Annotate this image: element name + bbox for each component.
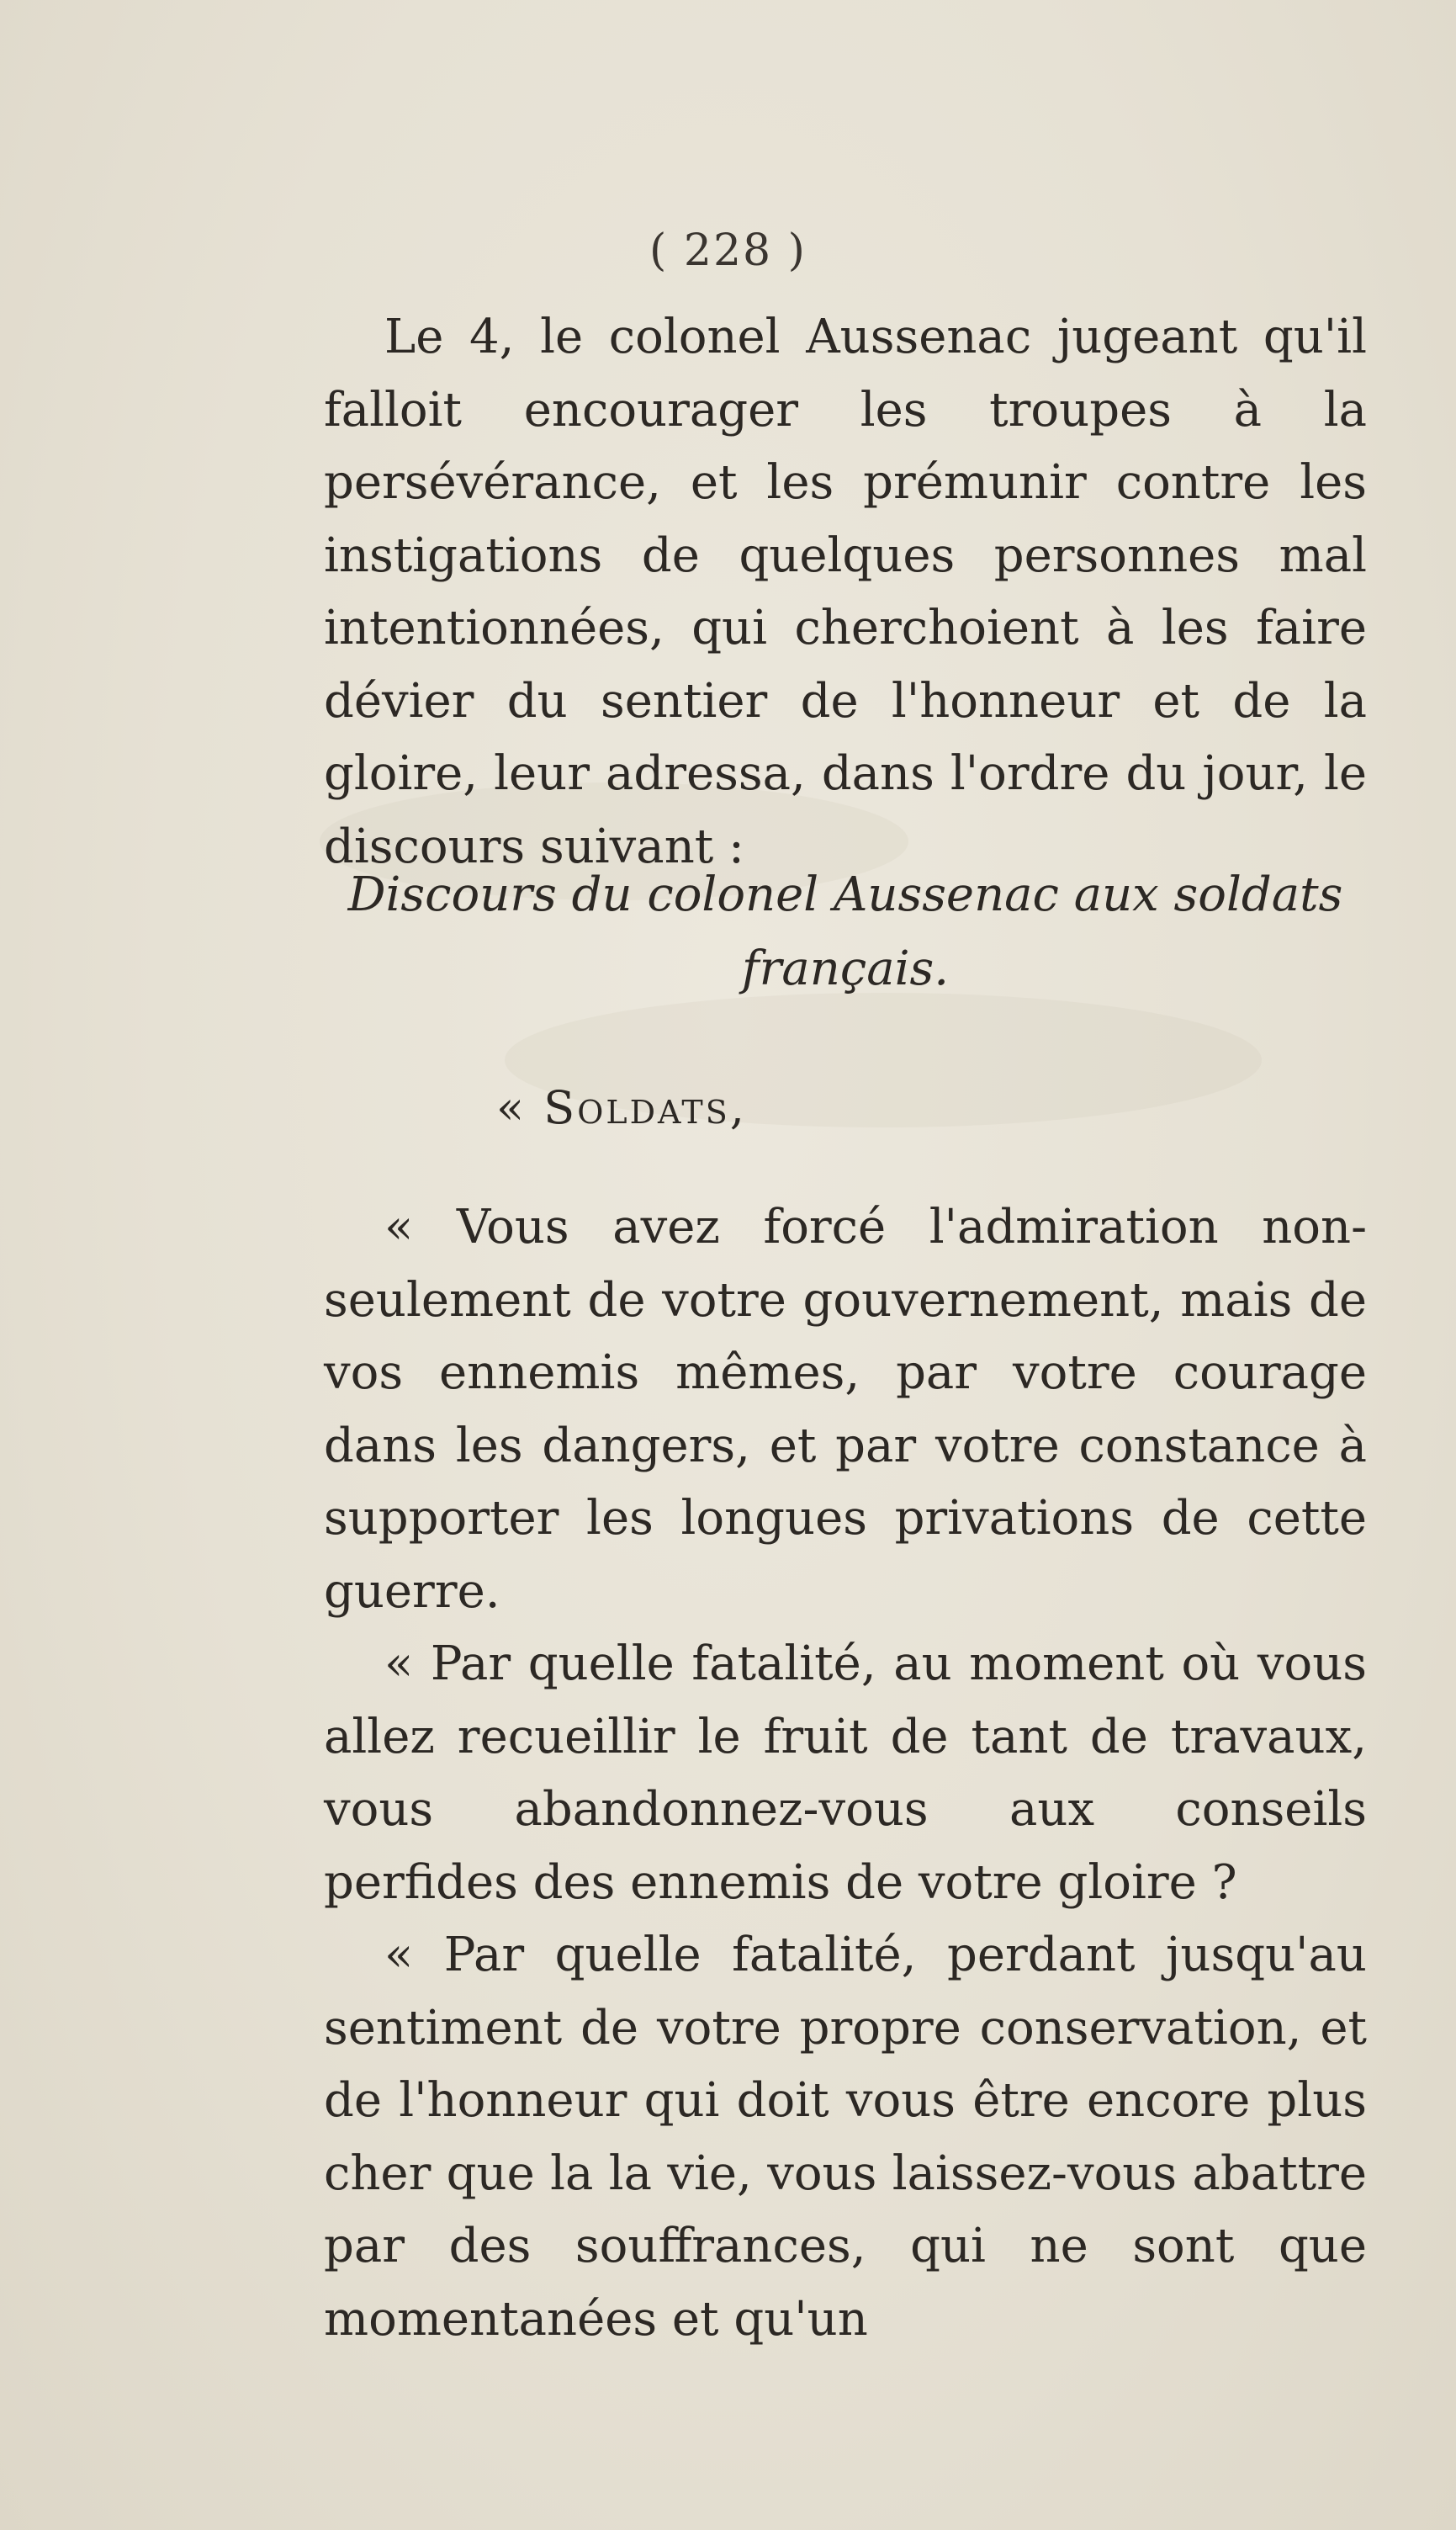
speech-salutation: « Soldats,	[496, 1081, 747, 1134]
speech-paragraph-3: « Par quelle fatalité, perdant jusqu'au sentiment de votre propre conservation, et de l'honneur qui doit vous être encore plus cher que la la vie, vous laissez-vous abattre par des souffrances, qui ne sont que momentanées et qu'un	[324, 1928, 1367, 2347]
intro-paragraph: Le 4, le colonel Aussenac jugeant qu'il falloit encourager les troupes à la persévérance, et les prémunir contre les instigations de quelques personnes mal intentionnées, qui cherchoient à les faire dévier du sentier de l'honneur et de la gloire, leur adressa, dans l'ordre du jour, le discours suivant :	[324, 310, 1367, 874]
page-number: ( 228 )	[649, 225, 807, 276]
speech-heading-line-1: Discours du colonel Aussenac aux soldats	[347, 867, 1343, 922]
speech-paragraph-1: « Vous avez forcé l'admiration non-seulement de votre gouvernement, mais de vos ennemis mêmes, par votre courage dans les dangers, et par votre constance à supporter les longues privations de cette guerre.	[324, 1200, 1367, 1619]
speech-body	[324, 1191, 1367, 2356]
speech-heading-line-2: français.	[741, 941, 950, 996]
intro-paragraph-block	[324, 301, 1367, 883]
speech-heading	[324, 858, 1367, 1006]
speech-paragraph-2: « Par quelle fatalité, au moment où vous allez recueillir le fruit de tant de travaux, vous abandonnez-vous aux conseils perfides des ennemis de votre gloire ?	[324, 1636, 1367, 1910]
